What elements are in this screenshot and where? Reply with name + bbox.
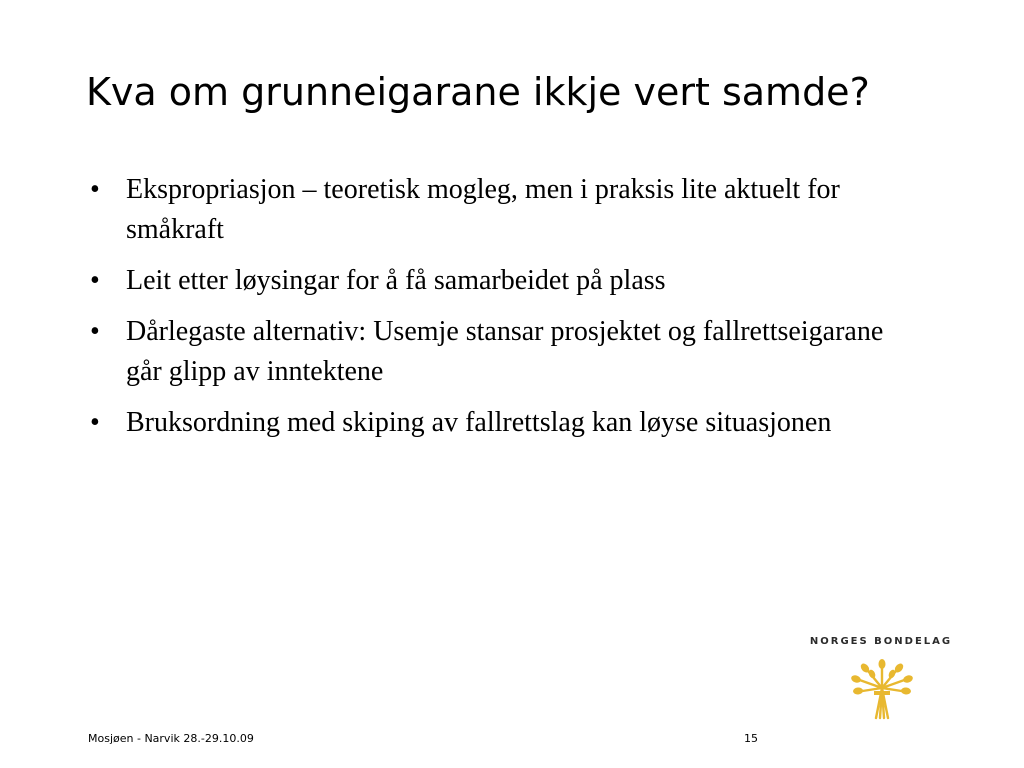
page-number: 15 [744,732,758,745]
bullet-text: Ekspropriasjon – teoretisk mogleg, men i praksis lite aktuelt for småkraft [126,174,840,245]
bullet-text: Leit etter løysingar for å få samarbeidet på plass [126,265,666,296]
list-item [90,261,890,301]
bullet-icon: • [90,407,100,438]
list-item [90,312,890,392]
bullet-icon: • [90,316,100,347]
bullet-text: Dårlegaste alternativ: Usemje stansar prosjektet og fallrettseigarane går glipp av inntektene [126,316,884,387]
norges-bondelag-logo [806,636,956,726]
bullet-text: Bruksordning med skiping av fallrettslag kan løyse situasjonen [126,407,832,438]
wheat-sheaf-icon [850,658,914,720]
logo-text: NORGES BONDELAG [809,636,953,647]
bullet-icon: • [90,174,100,205]
bullet-icon: • [90,265,100,296]
footer-event-text: Mosjøen - Narvik 28.-29.10.09 [88,732,254,745]
list-item [90,403,890,443]
slide-title: Kva om grunneigarane ikkje vert samde? [86,70,870,114]
bullet-list [90,170,890,454]
list-item [90,170,890,250]
